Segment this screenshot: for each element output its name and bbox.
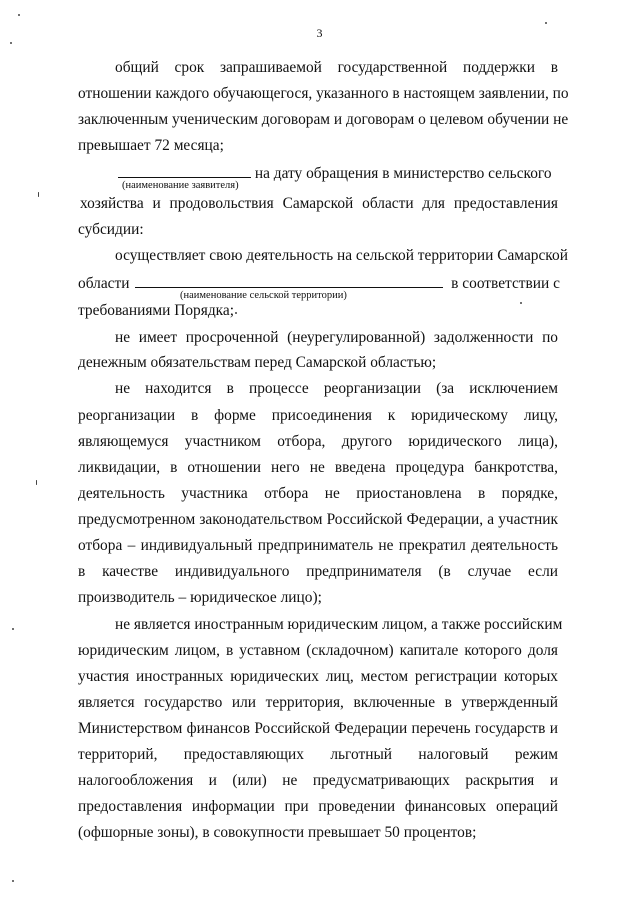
para5-line-3: являющемуся участником отбора, другого юридического лица), [78, 433, 558, 450]
scan-speck [18, 14, 20, 16]
para1-line-1: общий срок запрашиваемой государственной поддержки в [115, 59, 558, 76]
para5-line-6: предусмотренном законодательством Российской Федерации, а участник [78, 511, 558, 528]
para2-line-1-text: на дату обращения в министерство сельского [254, 165, 552, 182]
para4-line-1: не имеет просроченной (неурегулированной) задолженности по [115, 329, 558, 346]
scan-speck [36, 480, 37, 485]
para6-line-8: предоставления информации при проведении финансовых операций [78, 798, 558, 815]
para6-line-6: территорий, предоставляющих льготный налоговый режим [78, 746, 558, 763]
scan-speck [545, 22, 547, 24]
para3-line-1: осуществляет свою деятельность на сельской территории Самарской [115, 247, 568, 264]
para5-line-5: деятельность участника отбора не приостановлена в порядке, [78, 485, 558, 502]
territory-name-blank [135, 273, 443, 288]
para2-line-3: субсидии: [78, 221, 144, 238]
scan-speck [235, 312, 237, 314]
applicant-name-blank [118, 163, 251, 178]
para6-line-5: Министерством финансов Российской Федерации перечень государств и [78, 720, 558, 737]
scan-speck [12, 628, 14, 630]
para1-line-3: заключенным ученическим договорам и договорам о целевом обучении не [78, 111, 569, 128]
para6-line-9: (офшорные зоны), в совокупности превышает 50 процентов; [78, 824, 477, 841]
para4-line-2: денежным обязательствам перед Самарской областью; [78, 354, 437, 371]
para2-line-2: хозяйства и продовольствия Самарской области для предоставления [80, 195, 558, 212]
applicant-name-caption: (наименование заявителя) [122, 180, 239, 191]
scan-speck [38, 192, 39, 197]
para3-line-2-start: области [78, 275, 130, 292]
para6-line-2: юридическим лицом, в уставном (складочном) капитале которого доля [78, 642, 558, 659]
scan-speck [10, 42, 12, 44]
para3-line-3: требованиями Порядка; [78, 302, 235, 319]
territory-name-caption: (наименование сельской территории) [180, 290, 347, 301]
para5-line-1: не находится в процессе реорганизации (за исключением [115, 380, 558, 397]
para5-line-9: производитель – юридическое лицо); [78, 589, 322, 606]
para1-line-2: отношении каждого обучающегося, указанного в настоящем заявлении, по [78, 85, 569, 102]
para1-line-4: превышает 72 месяца; [78, 137, 224, 154]
para5-line-2: реорганизации в форме присоединения к юридическому лицу, [78, 407, 558, 424]
para5-line-4: ликвидации, в отношении него не введена процедура банкротства, [78, 459, 558, 476]
para6-line-4: является государство или территория, включенные в утвержденный [78, 694, 558, 711]
para5-line-7: отбора – индивидуальный предприниматель не прекратил деятельность [78, 537, 558, 554]
para6-line-3: участия иностранных юридических лиц, местом регистрации которых [78, 668, 558, 685]
scan-speck [520, 302, 522, 304]
para5-line-8: в качестве индивидуального предпринимателя (в случае если [78, 563, 558, 580]
para6-line-1: не является иностранным юридическим лицом, а также российским [115, 616, 563, 633]
scan-speck [12, 880, 14, 882]
page-number: 3 [316, 26, 323, 40]
para3-line-2-end: в соответствии с [451, 275, 560, 292]
para6-line-7: налогообложения и (или) не предусматривающих раскрытия и [78, 772, 558, 789]
